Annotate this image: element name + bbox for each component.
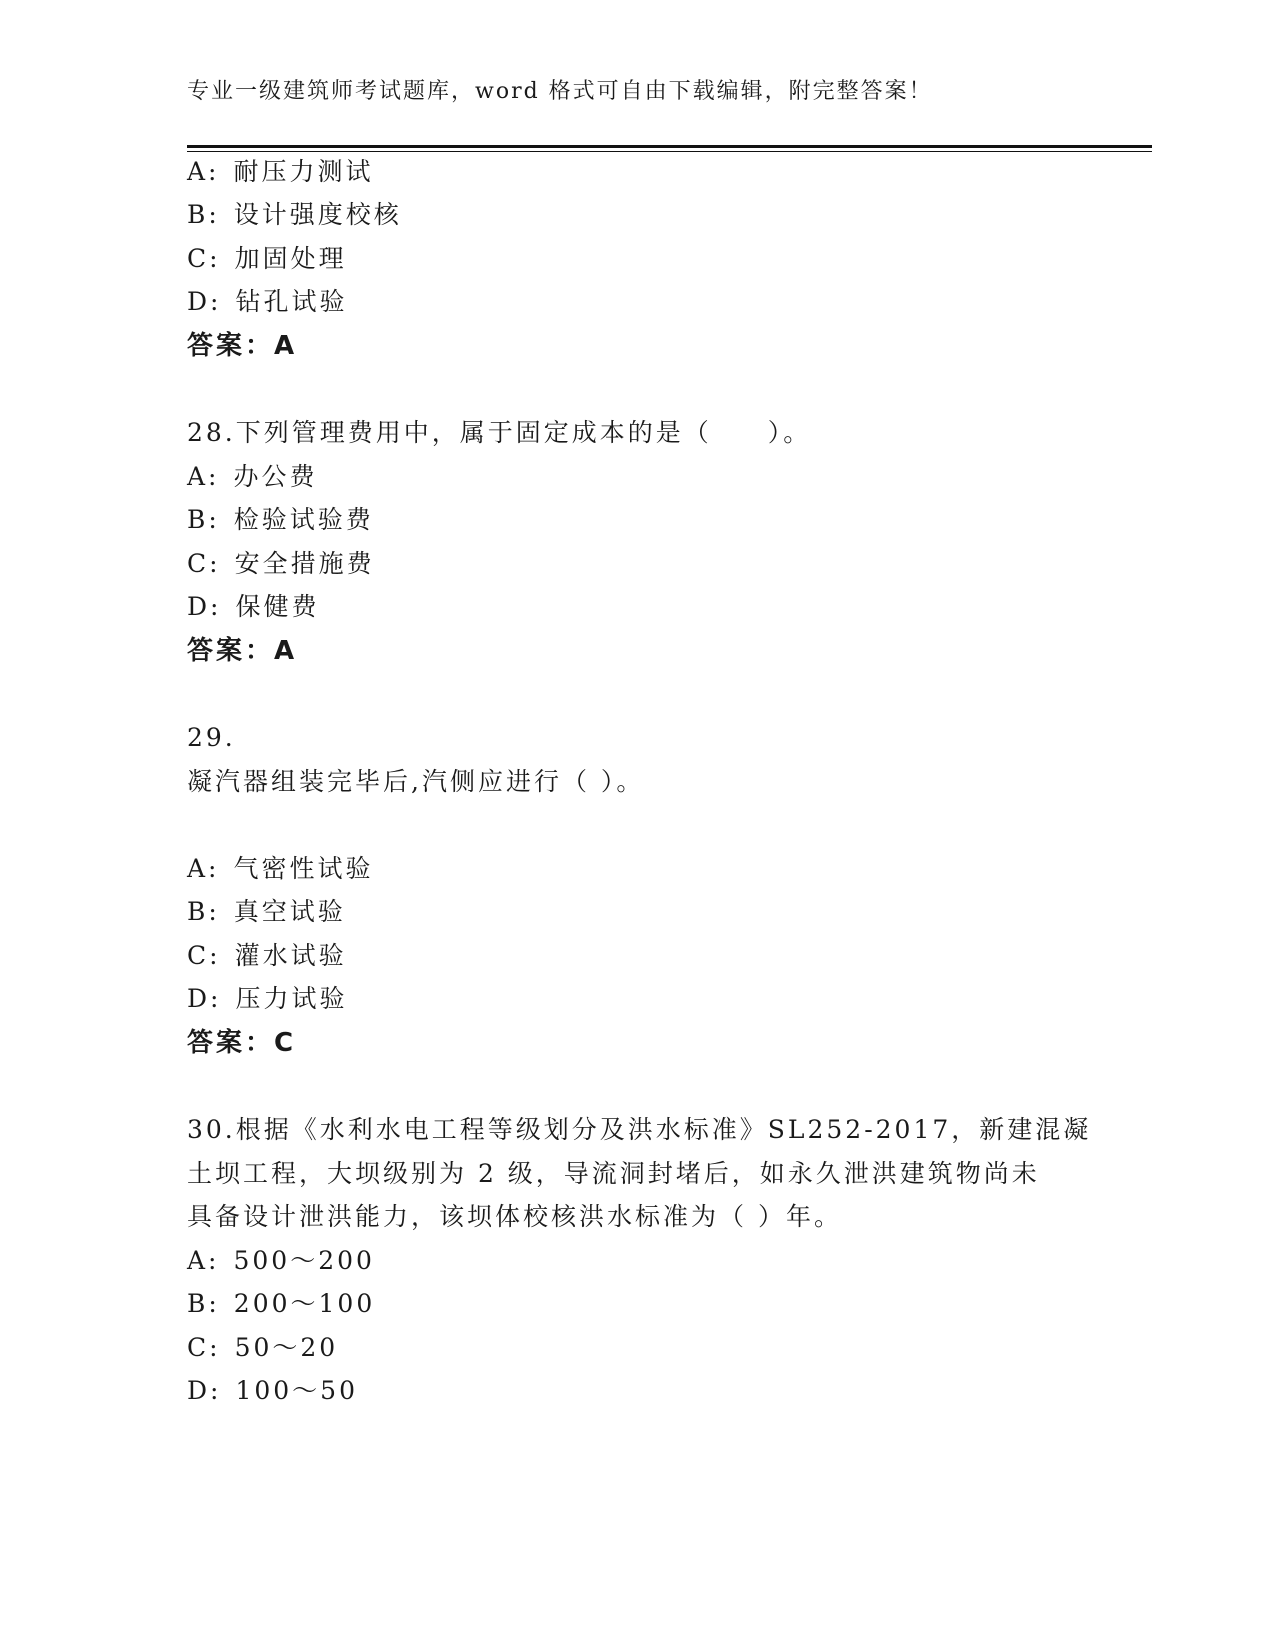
q29-option-d: D: 压力试验 (187, 984, 348, 1013)
q28-option-c: C: 安全措施费 (187, 549, 375, 578)
q30-option-b: B: 200～100 (187, 1289, 376, 1318)
q29-number: 29. (187, 723, 236, 752)
q29-answer: 答案：C (187, 1028, 297, 1058)
q30-stem-line-1: 30.根据《水利水电工程等级划分及洪水标准》SL252-2017，新建混凝 (187, 1115, 1092, 1144)
q28-option-b: B: 检验试验费 (187, 505, 374, 534)
q29-option-a: A: 气密性试验 (187, 854, 374, 883)
q27-option-c: C: 加固处理 (187, 244, 347, 273)
q28-stem: 28.下列管理费用中，属于固定成本的是（ ）。 (187, 418, 812, 447)
q28-answer: 答案：A (187, 636, 298, 666)
q29-option-c: C: 灌水试验 (187, 941, 347, 970)
q27-option-a: A: 耐压力测试 (187, 157, 374, 186)
q30-option-d: D: 100～50 (187, 1376, 358, 1405)
q28-option-d: D: 保健费 (187, 592, 320, 621)
page-header: 专业一级建筑师考试题库，word 格式可自由下载编辑，附完整答案！ (187, 79, 933, 104)
header-rule-thin (187, 151, 1152, 152)
q27-option-d: D: 钻孔试验 (187, 287, 348, 316)
q28-option-a: A: 办公费 (187, 462, 318, 491)
header-rule-thick (187, 145, 1152, 148)
q27-option-b: B: 设计强度校核 (187, 200, 402, 229)
q30-stem-line-2: 土坝工程，大坝级别为 2 级，导流洞封堵后，如永久泄洪建筑物尚未 (187, 1159, 1040, 1188)
q30-option-c: C: 50～20 (187, 1333, 339, 1362)
q30-stem-line-3: 具备设计泄洪能力，该坝体校核洪水标准为（ ）年。 (187, 1202, 842, 1231)
q30-option-a: A: 500～200 (187, 1246, 375, 1275)
q29-stem: 凝汽器组装完毕后,汽侧应进行（ ）。 (187, 767, 645, 796)
q29-option-b: B: 真空试验 (187, 897, 346, 926)
q27-answer: 答案：A (187, 331, 298, 361)
